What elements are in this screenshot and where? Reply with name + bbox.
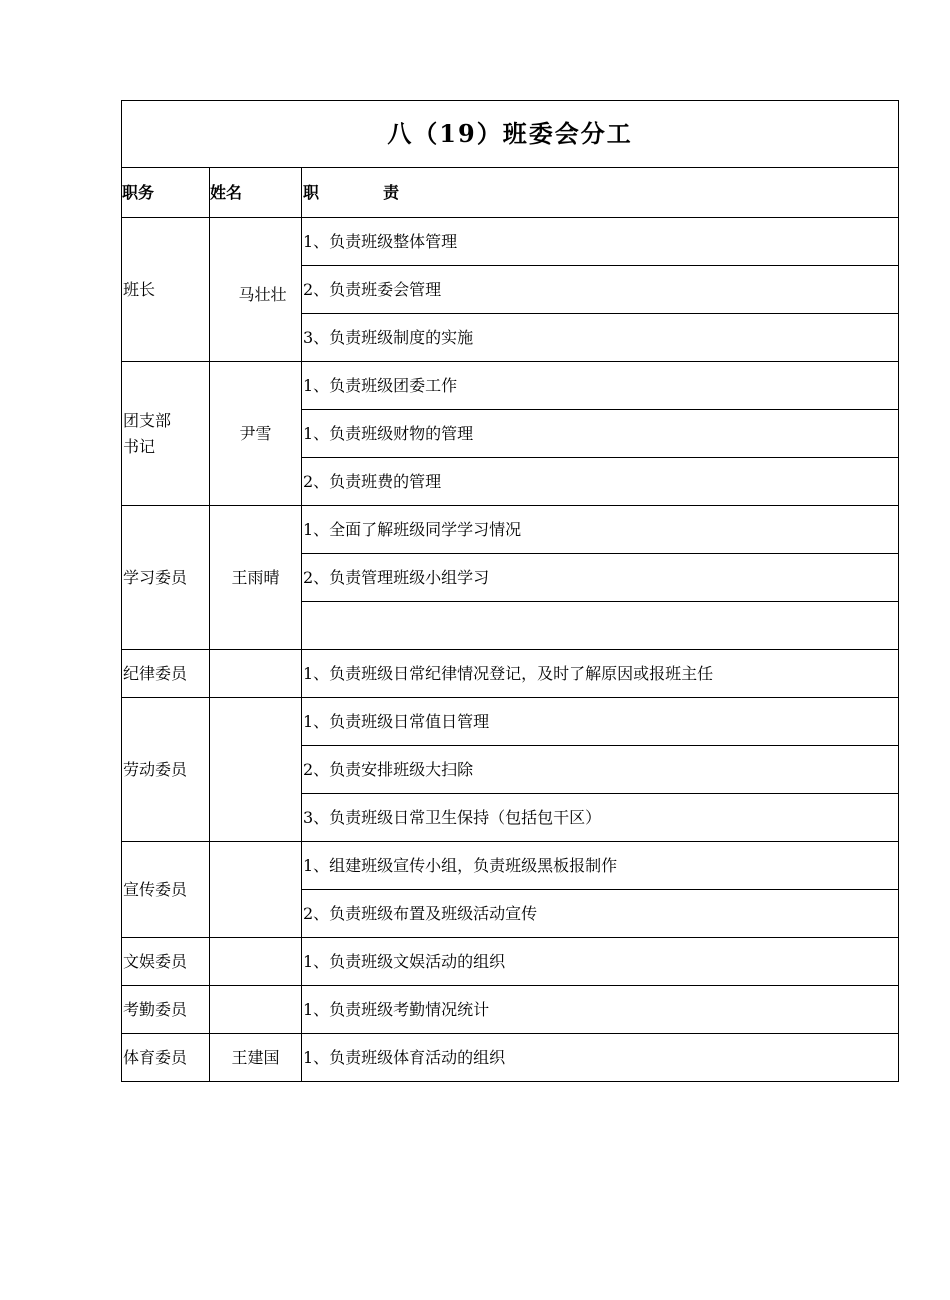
name-text: 尹雪 bbox=[239, 423, 272, 443]
header-duty-part-b: 责 bbox=[383, 182, 400, 202]
role-cell: 体育委员 bbox=[122, 1034, 210, 1082]
name-cell bbox=[210, 938, 302, 986]
duty-cell: 1、负责班级文娱活动的组织 bbox=[302, 938, 899, 986]
header-row bbox=[122, 168, 899, 218]
duty-cell: 1、负责班级考勤情况统计 bbox=[302, 986, 899, 1034]
role-cell: 劳动委员 bbox=[122, 698, 210, 842]
name-cell bbox=[210, 698, 302, 842]
duty-cell: 1、负责班级财物的管理 bbox=[302, 410, 899, 458]
duty-cell: 2、负责班级布置及班级活动宣传 bbox=[302, 890, 899, 938]
duty-cell: 1、负责班级日常纪律情况登记，及时了解原因或报班主任 bbox=[302, 650, 899, 698]
duty-cell bbox=[302, 602, 899, 650]
role-cell: 文娱委员 bbox=[122, 938, 210, 986]
header-duty bbox=[302, 168, 899, 218]
header-duty-part-a: 职 bbox=[303, 182, 320, 202]
table-row bbox=[122, 506, 899, 554]
duty-cell: 3、负责班级日常卫生保持（包括包干区） bbox=[302, 794, 899, 842]
name-cell bbox=[210, 218, 302, 362]
duty-cell: 2、负责管理班级小组学习 bbox=[302, 554, 899, 602]
name-cell: 王建国 bbox=[210, 1034, 302, 1082]
table-row bbox=[122, 842, 899, 890]
header-role: 职务 bbox=[122, 168, 210, 218]
duty-cell: 1、负责班级体育活动的组织 bbox=[302, 1034, 899, 1082]
header-name: 姓名 bbox=[210, 168, 302, 218]
name-cell bbox=[210, 842, 302, 938]
duty-cell: 1、负责班级团委工作 bbox=[302, 362, 899, 410]
duty-cell: 2、负责安排班级大扫除 bbox=[302, 746, 899, 794]
name-cell bbox=[210, 650, 302, 698]
name-cell bbox=[210, 362, 302, 506]
table-row bbox=[122, 938, 899, 986]
table-row bbox=[122, 362, 899, 410]
table-row bbox=[122, 986, 899, 1034]
role-cell bbox=[122, 362, 210, 506]
duty-table bbox=[121, 100, 899, 1082]
duty-cell: 2、负责班费的管理 bbox=[302, 458, 899, 506]
table-row bbox=[122, 650, 899, 698]
table-row bbox=[122, 698, 899, 746]
role-text: 团支部书记 bbox=[123, 410, 172, 456]
table-row bbox=[122, 1034, 899, 1082]
name-cell bbox=[210, 986, 302, 1034]
duty-cell: 1、负责班级整体管理 bbox=[302, 218, 899, 266]
name-cell: 王雨晴 bbox=[210, 506, 302, 650]
title-row bbox=[122, 101, 899, 168]
role-cell: 学习委员 bbox=[122, 506, 210, 650]
duty-cell: 1、负责班级日常值日管理 bbox=[302, 698, 899, 746]
role-cell: 考勤委员 bbox=[122, 986, 210, 1034]
role-cell: 班长 bbox=[122, 218, 210, 362]
role-cell: 纪律委员 bbox=[122, 650, 210, 698]
name-text: 马壮壮 bbox=[238, 284, 287, 304]
role-cell: 宣传委员 bbox=[122, 842, 210, 938]
duty-cell: 3、负责班级制度的实施 bbox=[302, 314, 899, 362]
table-row bbox=[122, 218, 899, 266]
duty-cell: 1、全面了解班级同学学习情况 bbox=[302, 506, 899, 554]
duty-cell: 1、组建班级宣传小组，负责班级黑板报制作 bbox=[302, 842, 899, 890]
duty-cell: 2、负责班委会管理 bbox=[302, 266, 899, 314]
table-title: 八（19）班委会分工 bbox=[122, 101, 899, 168]
